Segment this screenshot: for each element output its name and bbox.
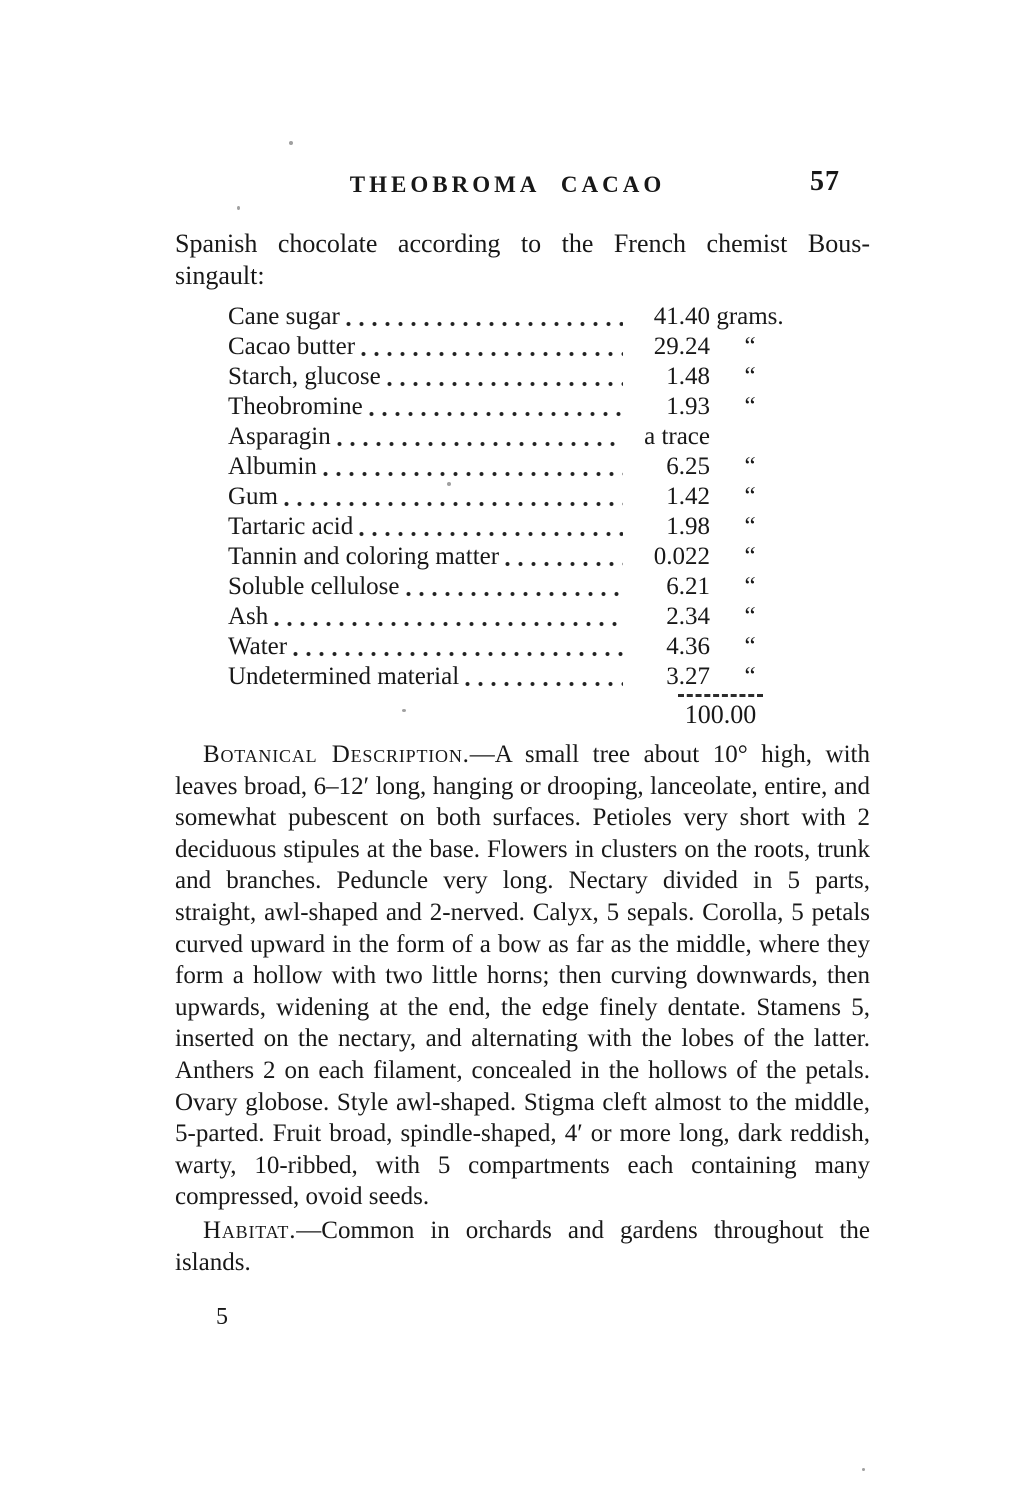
dot-leader [406, 591, 624, 597]
component-label: Asparagin [228, 423, 331, 450]
component-value: 4.36 [666, 633, 710, 660]
dot-leader [346, 321, 623, 327]
component-unit: “ [744, 393, 756, 420]
component-unit: grams. [716, 303, 784, 330]
composition-row [228, 633, 790, 663]
component-unit: “ [744, 573, 756, 600]
composition-table [228, 303, 790, 730]
dot-leader [369, 411, 623, 417]
composition-row [228, 423, 790, 453]
dot-leader [293, 651, 623, 657]
dot-leader [323, 471, 623, 477]
composition-row [228, 363, 790, 393]
component-unit: “ [744, 603, 756, 630]
running-head [175, 166, 870, 202]
botanical-description-heading: Botanical Description. [203, 741, 470, 768]
total-rule [678, 694, 763, 697]
composition-row [228, 573, 790, 603]
scan-speck [402, 709, 406, 712]
dot-leader [284, 501, 623, 507]
composition-row [228, 543, 790, 573]
signature-mark: 5 [216, 1304, 228, 1330]
composition-row [228, 333, 790, 363]
component-value: 1.98 [666, 513, 710, 540]
composition-row [228, 483, 790, 513]
component-label: Tannin and coloring matter [228, 543, 500, 570]
component-unit: “ [744, 633, 756, 660]
intro-line-2: singault: [175, 261, 265, 290]
component-value: a trace [644, 423, 710, 450]
composition-row [228, 393, 790, 423]
habitat-paragraph [175, 1215, 870, 1278]
composition-row [228, 663, 790, 693]
botanical-description-text: —A small tree about 10° high, with leaves broad, 6–12′ long, hanging or drooping, lanceolate, entire, and somewhat pubescent on both surfaces. Petioles very short with 2 deciduous stipules at the base. Flowers in clusters on the roots, trunk and branches. Peduncle very long. Nectary divided in 5 parts, straight, awl-shaped and 2-nerved. Calyx, 5 sepals. Corolla, 5 petals curved upward in the form of a bow as far as the middle, where they form a hollow with two little horns; then curving downwards, then upwards, widening at the end, the edge finely dentate. Stamens 5, inserted on the nectary, and alternating with the lobes of the latter. Anthers 2 on each filament, concealed in the hollows of the petals. Ovary globose. Style awl-shaped. Stigma cleft almost to the middle, 5-parted. Fruit broad, spindle-shaped, 4′ or more long, dark reddish, warty, 10-ribbed, with 5 compartments each containing many compressed, ovoid seeds. [175, 741, 870, 1211]
component-label: Water [228, 633, 288, 660]
habitat-text: —Common in orchards and gardens throughout the islands. [175, 1216, 870, 1276]
dot-leader [337, 441, 623, 447]
component-value: 1.93 [666, 393, 710, 420]
habitat-heading: Habitat. [203, 1216, 297, 1244]
component-unit: “ [744, 483, 756, 510]
scan-speck [447, 482, 451, 486]
component-value: 1.48 [666, 363, 710, 390]
scan-speck [237, 206, 240, 210]
dot-leader [361, 351, 623, 357]
running-title: THEOBROMA CACAO [349, 172, 666, 197]
component-label: Albumin [228, 453, 317, 480]
component-unit: “ [744, 453, 756, 480]
text-block [175, 166, 870, 1278]
composition-row [228, 513, 790, 543]
page-number: 57 [810, 166, 840, 197]
scan-speck [289, 141, 293, 145]
composition-row [228, 303, 790, 333]
component-value: 6.21 [666, 573, 710, 600]
component-value: 41.40 [653, 303, 710, 330]
dot-leader [359, 531, 623, 537]
component-unit: “ [744, 513, 756, 540]
component-label: Theobromine [228, 393, 363, 420]
component-value: 6.25 [666, 453, 710, 480]
dot-leader [387, 381, 623, 387]
component-label: Soluble cellulose [228, 573, 400, 600]
intro-paragraph [175, 228, 870, 292]
composition-row [228, 603, 790, 633]
component-unit: “ [744, 543, 756, 570]
component-label: Ash [228, 603, 269, 630]
dot-leader [505, 561, 623, 567]
composition-total [678, 694, 763, 730]
scan-speck [862, 1468, 865, 1471]
component-unit: “ [744, 333, 756, 360]
component-label: Tartaric acid [228, 513, 354, 540]
component-unit: “ [744, 363, 756, 390]
component-label: Gum [228, 483, 278, 510]
component-label: Starch, glucose [228, 363, 381, 390]
component-value: 3.27 [666, 663, 710, 690]
component-value: 2.34 [666, 603, 710, 630]
intro-line-1: Spanish chocolate according to the French chemist Bous- [175, 229, 870, 258]
dot-leader [274, 621, 623, 627]
component-label: Undetermined material [228, 663, 460, 690]
component-value: 1.42 [666, 483, 710, 510]
component-value: 0.022 [653, 543, 710, 570]
dot-leader [465, 681, 623, 687]
component-label: Cane sugar [228, 303, 340, 330]
botanical-description-paragraph [175, 739, 870, 1213]
component-label: Cacao butter [228, 333, 356, 360]
component-unit: “ [744, 663, 756, 690]
total-value: 100.00 [684, 700, 757, 729]
component-value: 29.24 [653, 333, 710, 360]
composition-row [228, 453, 790, 483]
